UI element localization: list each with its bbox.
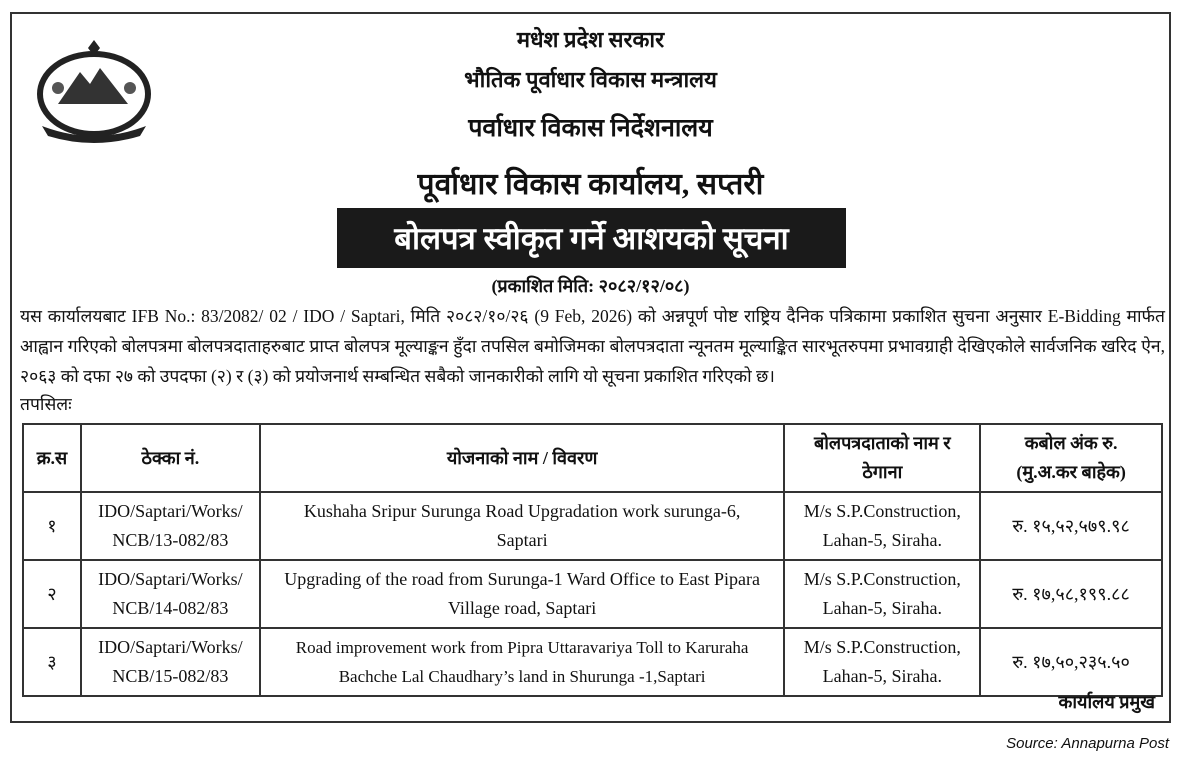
cell-bidder: M/s S.P.Construction, Lahan-5, Siraha.	[784, 492, 980, 560]
cell-amount: रु. १७,५८,१९९.८८	[980, 560, 1162, 628]
directorate-heading: पर्वाधार विकास निर्देशनालय	[468, 115, 713, 142]
bid-results-table	[22, 423, 1163, 697]
cell-project: Road improvement work from Pipra Uttaravariya Toll to Karuraha Bachche Lal Chaudhary’s land in Shurunga -1,Saptari	[260, 628, 785, 696]
cell-amount: रु. १७,५०,२३५.५०	[980, 628, 1162, 696]
office-chief-signature: कार्यालय प्रमुख	[1058, 692, 1155, 712]
header-project: योजनाको नाम / विवरण	[260, 424, 785, 492]
header-amount: कबोल अंक रु. (मु.अ.कर बाहेक)	[980, 424, 1162, 492]
cell-bidder: M/s S.P.Construction, Lahan-5, Siraha.	[784, 628, 980, 696]
cell-project: Upgrading of the road from Surunga-1 Ward Office to East Pipara Village road, Saptari	[260, 560, 785, 628]
published-date: (प्रकाशित मिति: २०८२/१२/०८)	[491, 276, 690, 296]
table-row	[23, 628, 1162, 696]
notice-title-banner: बोलपत्र स्वीकृत गर्ने आशयको सूचना	[337, 208, 846, 268]
details-label: तपसिलः	[20, 394, 72, 414]
cell-contract: IDO/Saptari/Works/ NCB/15-082/83	[81, 628, 260, 696]
cell-amount: रु. १५,५२,५७९.९८	[980, 492, 1162, 560]
cell-project: Kushaha Sripur Surunga Road Upgradation work surunga-6, Saptari	[260, 492, 785, 560]
cell-sn: २	[23, 560, 81, 628]
header-contract-no: ठेक्का नं.	[81, 424, 260, 492]
office-heading: पूर्वाधार विकास कार्यालय, सप्तरी	[417, 168, 764, 201]
header-sn: क्र.स	[23, 424, 81, 492]
notice-paragraph: यस कार्यालयबाट IFB No.: 83/2082/ 02 / IDO / Saptari, मिति २०८२/१०/२६ (9 Feb, 2026) को अन्नपूर्ण पोष्ट राष्ट्रिय दैनिक पत्रिकामा प्रकाशित सुचना अनुसार E-Bidding मार्फत आह्वान गरिएको बोलपत्रमा बोलपत्रदाताहरुबाट प्राप्त बोलपत्र मूल्याङ्कन हुँदा तपसिल बमोजिमका बोलपत्रदाता न्यूनतम मूल्याङ्कित सारभूतरुपमा प्रभावग्राही देखिएकोले सार्वजनिक खरिद ऐन, २०६३ को दफा २७ को उपदफा (२) र (३) को प्रयोजनार्थ सम्बन्धित सबैको जानकारीको लागि यो सूचना प्रकाशित गरिएको छ।	[20, 306, 1165, 386]
source-credit: Source: Annapurna Post	[1006, 735, 1169, 752]
cell-bidder: M/s S.P.Construction, Lahan-5, Siraha.	[784, 560, 980, 628]
table-row	[23, 492, 1162, 560]
cell-sn: १	[23, 492, 81, 560]
cell-contract: IDO/Saptari/Works/ NCB/13-082/83	[81, 492, 260, 560]
cell-sn: ३	[23, 628, 81, 696]
table-header-row	[23, 424, 1162, 492]
ministry-heading: भौतिक पूर्वाधार विकास मन्त्रालय	[464, 67, 717, 92]
table-row	[23, 560, 1162, 628]
province-government-heading: मधेश प्रदेश सरकार	[516, 27, 665, 52]
cell-contract: IDO/Saptari/Works/ NCB/14-082/83	[81, 560, 260, 628]
header-bidder: बोलपत्रदाताको नाम र ठेगाना	[784, 424, 980, 492]
